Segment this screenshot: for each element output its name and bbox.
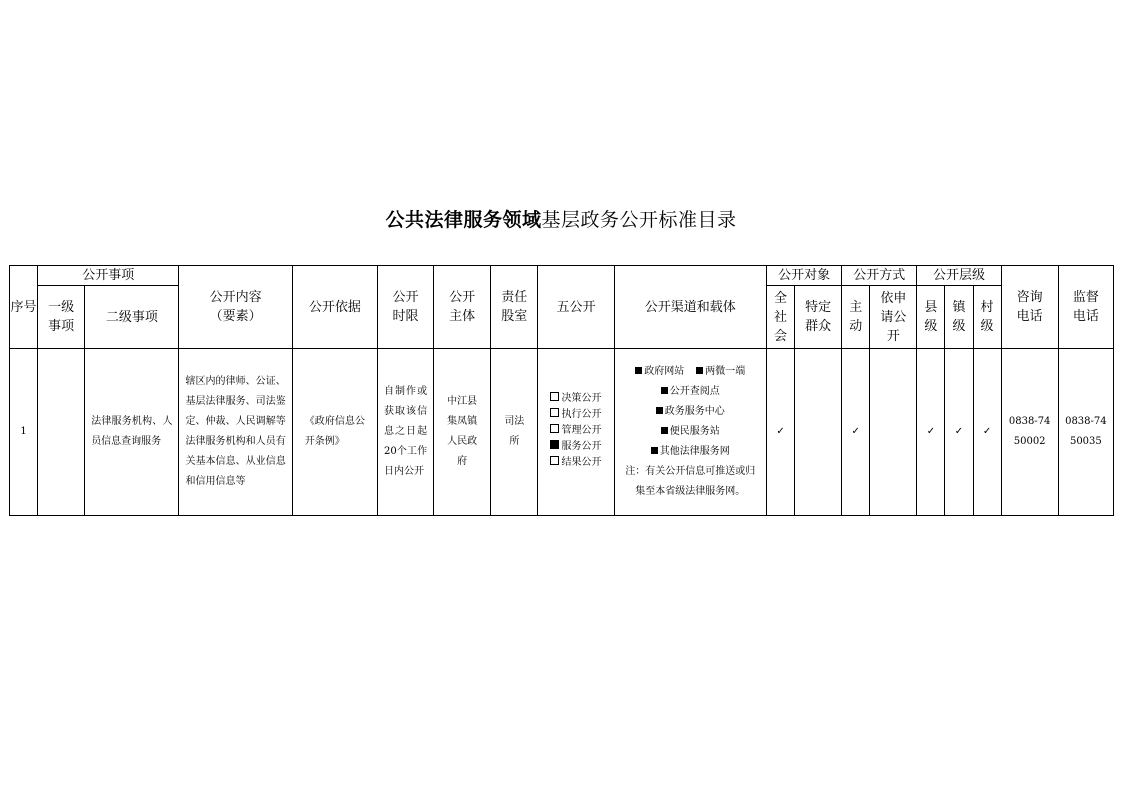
five-item-execution (550, 407, 601, 423)
square-bullet-icon (651, 447, 658, 454)
check-icon: ✓ (982, 426, 992, 437)
header-supervise-line1: 监督 (1072, 290, 1099, 305)
five-label: 服务公开 (561, 441, 602, 452)
square-bullet-icon (696, 367, 703, 374)
channel-item: 其他法律服务网 (659, 446, 730, 457)
header-target-specific-2: 群众 (805, 319, 832, 334)
header-consult-line2: 电话 (1016, 309, 1043, 324)
channel-note: 注：有关公开信息可推送或归集至本省级法律服务网。 (625, 466, 756, 497)
five-label: 执行公开 (561, 409, 602, 420)
header-consult-line1: 咨询 (1016, 290, 1043, 305)
header-dept-line2: 股室 (501, 309, 528, 324)
page-title (0, 205, 1122, 232)
table-row (10, 349, 1114, 516)
catalog-table (9, 265, 1114, 516)
cell-dept-line2: 所 (509, 436, 520, 447)
five-item-decision (550, 391, 601, 407)
cell-dept (491, 349, 538, 516)
channel-item: 便民服务站 (669, 426, 720, 437)
header-method-active-1: 主 (849, 300, 863, 315)
header-time-line2: 时限 (392, 309, 419, 324)
header-level-town-2: 级 (952, 319, 966, 334)
supervise-phone-line1: 0838-74 (1065, 416, 1107, 427)
five-checklist (550, 391, 601, 471)
square-bullet-icon (635, 367, 642, 374)
cell-level2: 法律服务机构、人员信息查询服务 (85, 349, 179, 516)
check-icon: ✓ (851, 426, 860, 437)
check-icon: ✓ (776, 426, 785, 437)
cell-level1 (38, 349, 85, 516)
header-target-all-3: 会 (774, 328, 788, 344)
five-item-result (550, 455, 601, 471)
header-level-village-1: 村 (980, 300, 994, 315)
channel-row (621, 382, 760, 402)
header-dept-line1: 责任 (501, 290, 528, 305)
cell-method-apply (870, 349, 917, 516)
page-title-normal: 基层政务公开标准目录 (541, 209, 737, 231)
cell-method-active (842, 349, 870, 516)
header-method-active-2: 动 (849, 319, 863, 334)
channel-item: 政府网站 (644, 366, 685, 377)
check-icon: ✓ (954, 426, 964, 437)
header-target-all-1: 全 (774, 290, 788, 306)
checkbox-icon (550, 392, 559, 401)
five-label: 管理公开 (561, 425, 602, 436)
header-five: 五公开 (538, 266, 614, 349)
header-content-line2: （要素） (209, 309, 262, 324)
consult-phone-line2: 50002 (1013, 436, 1046, 447)
header-method-apply-2: 请公 (880, 309, 907, 325)
header-row-1 (10, 266, 1114, 286)
header-target-specific-1: 特定 (805, 300, 832, 315)
header-subject (434, 266, 491, 349)
header-time (377, 266, 433, 349)
header-method-apply (870, 286, 917, 349)
checkbox-icon (550, 408, 559, 417)
checkbox-checked-icon (550, 440, 559, 449)
header-level1-line2: 事项 (48, 319, 75, 334)
checkbox-icon (550, 456, 559, 465)
header-level1 (38, 286, 85, 349)
header-supervise-line2: 电话 (1072, 309, 1099, 324)
header-time-line1: 公开 (392, 290, 419, 305)
cell-consult-phone (1001, 349, 1058, 516)
header-consult (1001, 266, 1058, 349)
header-target-all-2: 社 (774, 309, 788, 325)
header-level-county-1: 县 (924, 300, 938, 315)
cell-time: 自制作或获取该信息之日起20个工作日内公开 (377, 349, 433, 516)
header-channel: 公开渠道和载体 (614, 266, 766, 349)
cell-subject-line3: 人民政 (447, 436, 478, 447)
channel-item: 两微一端 (705, 366, 746, 377)
channel-row (621, 362, 760, 382)
header-level-group: 公开层级 (917, 266, 1001, 286)
channel-item: 公开查阅点 (669, 386, 720, 397)
check-icon: ✓ (926, 426, 936, 437)
five-label: 决策公开 (561, 393, 602, 404)
channel-row (621, 442, 760, 462)
header-level-county-2: 级 (924, 319, 938, 334)
header-target-specific (795, 286, 842, 349)
cell-subject-line4: 府 (457, 456, 468, 467)
channel-row (621, 402, 760, 422)
header-target-group: 公开对象 (766, 266, 841, 286)
cell-seq: 1 (10, 349, 38, 516)
five-item-service (550, 439, 601, 455)
header-method-apply-3: 开 (886, 328, 900, 344)
cell-dept-line1: 司法 (504, 416, 525, 427)
cell-channels (614, 349, 766, 516)
header-content-line1: 公开内容 (209, 290, 262, 305)
five-item-management (550, 423, 601, 439)
header-level-town-1: 镇 (952, 300, 966, 315)
five-label: 结果公开 (561, 457, 602, 468)
square-bullet-icon (656, 407, 663, 414)
header-subject-line2: 主体 (449, 309, 476, 324)
cell-target-specific (795, 349, 842, 516)
page-title-bold: 公共法律服务领域 (385, 209, 542, 231)
cell-basis: 《政府信息公开条例》 (292, 349, 377, 516)
header-level-village (973, 286, 1001, 349)
cell-target-all (766, 349, 794, 516)
header-level-village-2: 级 (980, 319, 994, 334)
cell-supervise-phone (1058, 349, 1113, 516)
header-supervise (1058, 266, 1113, 349)
cell-subject-line2: 集凤镇 (447, 416, 478, 427)
header-level1-line1: 一级 (48, 300, 75, 315)
header-target-all (766, 286, 794, 349)
cell-subject (434, 349, 491, 516)
header-level-county (917, 286, 945, 349)
header-method-active (842, 286, 870, 349)
channel-row (621, 422, 760, 442)
header-items-group: 公开事项 (38, 266, 179, 286)
checkbox-icon (550, 424, 559, 433)
header-subject-line1: 公开 (449, 290, 476, 305)
cell-level-town (945, 349, 973, 516)
cell-subject-line1: 中江县 (447, 396, 478, 407)
header-dept (491, 266, 538, 349)
header-basis: 公开依据 (292, 266, 377, 349)
header-method-apply-1: 依申 (880, 290, 907, 306)
cell-level-village (973, 349, 1001, 516)
header-level-town (945, 286, 973, 349)
supervise-phone-line2: 50035 (1069, 436, 1102, 447)
header-content (179, 266, 292, 349)
square-bullet-icon (661, 427, 668, 434)
consult-phone-line1: 0838-74 (1008, 416, 1051, 427)
header-level2: 二级事项 (85, 286, 179, 349)
cell-five (538, 349, 614, 516)
cell-level-county (917, 349, 945, 516)
cell-content: 辖区内的律师、公证、基层法律服务、司法鉴定、仲裁、人民调解等法律服务机构和人员有关基本信息、从业信息和信用信息等 (179, 349, 292, 516)
square-bullet-icon (661, 387, 668, 394)
channel-item: 政务服务中心 (664, 406, 725, 417)
header-method-group: 公开方式 (842, 266, 917, 286)
header-seq: 序号 (10, 266, 38, 349)
